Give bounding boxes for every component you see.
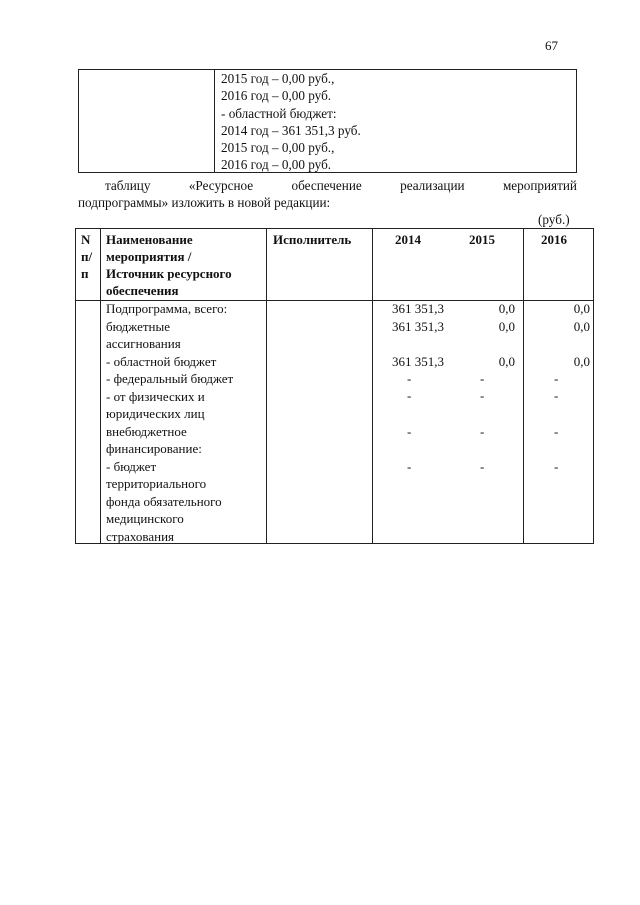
dash-2014-extrabudget: - [407, 424, 412, 439]
header-2015: 2015 [469, 232, 495, 247]
dash-2016-fund: - [554, 459, 559, 474]
dash-2015-fund: - [480, 459, 485, 474]
value-2016-regional: 0,0 [573, 354, 590, 369]
value-2014-total: 361 351,3 [392, 301, 444, 316]
header-line: п/ [81, 249, 93, 264]
row-label: внебюджетное [106, 423, 187, 439]
word: таблицу [105, 178, 151, 193]
paragraph-line-2: подпрограммы» изложить в новой редакции: [78, 195, 331, 210]
row-label: медицинского [106, 511, 184, 526]
column-divider [523, 229, 524, 543]
value-2014-regional: 361 351,3 [392, 354, 444, 369]
header-line: Наименование [106, 232, 193, 247]
value-2016-total: 0,0 [573, 301, 590, 316]
row-label: - федеральный бюджет [106, 371, 234, 386]
dash-2015-physical: - [480, 388, 485, 403]
header-number [81, 231, 92, 282]
dash-2016-physical: - [554, 388, 559, 403]
dash-2015-federal: - [480, 371, 485, 386]
row-label: бюджетные [106, 318, 171, 334]
header-line: N [81, 232, 91, 247]
text-line: 2015 год – 0,00 руб., [221, 140, 335, 156]
column-divider [214, 70, 215, 172]
row-label: - от физических и [106, 388, 205, 404]
dash-2014-fund: - [407, 459, 412, 474]
header-2014: 2014 [395, 232, 421, 247]
value-2015-budget: 0,0 [498, 319, 515, 334]
header-line: обеспечения [106, 283, 179, 298]
name-column [106, 300, 233, 545]
paragraph-line-1 [78, 178, 577, 194]
row-label: Подпрограмма, всего: [106, 301, 228, 316]
row-label: юридических лиц [106, 406, 205, 421]
word: мероприятий [502, 178, 577, 193]
unit-label: (руб.) [538, 212, 570, 227]
value-2015-total: 0,0 [498, 301, 515, 316]
header-executor: Исполнитель [273, 232, 352, 247]
row-label: фонда обязательного [106, 493, 222, 509]
row-label: ассигнования [106, 336, 181, 351]
header-line: п [81, 266, 89, 281]
header-line: Источник ресурсного [106, 266, 232, 281]
row-label: финансирование: [106, 441, 202, 456]
word: реализации [400, 178, 465, 193]
header-2016: 2016 [541, 232, 567, 247]
row-label: страхования [106, 528, 175, 544]
text-line: 2015 год – 0,00 руб., [221, 71, 335, 86]
value-2016-budget: 0,0 [573, 319, 590, 334]
continuation-cell-text [221, 70, 361, 174]
word: «Ресурсное [188, 178, 254, 193]
header-name [106, 231, 232, 299]
value-2014-budget: 361 351,3 [392, 319, 444, 334]
row-label: - бюджет [106, 458, 157, 474]
text-line: 2016 год – 0,00 руб. [221, 88, 332, 104]
page-number: 67 [545, 38, 558, 53]
text-line: 2014 год – 361 351,3 руб. [221, 122, 361, 138]
dash-2014-physical: - [407, 388, 412, 403]
dash-2014-federal: - [407, 371, 412, 386]
dash-2016-federal: - [554, 371, 559, 386]
dash-2016-extrabudget: - [554, 424, 559, 439]
text-line: - областной бюджет: [221, 105, 337, 121]
value-2015-regional: 0,0 [498, 354, 515, 369]
word: обеспечение [291, 178, 362, 193]
text-line: 2016 год – 0,00 руб. [221, 157, 332, 173]
row-label: - областной бюджет [106, 353, 217, 369]
column-divider [266, 229, 267, 543]
dash-2015-extrabudget: - [480, 424, 485, 439]
column-divider [100, 229, 101, 543]
column-divider [372, 229, 373, 543]
row-label: территориального [106, 476, 207, 491]
header-line: мероприятия / [106, 249, 192, 264]
